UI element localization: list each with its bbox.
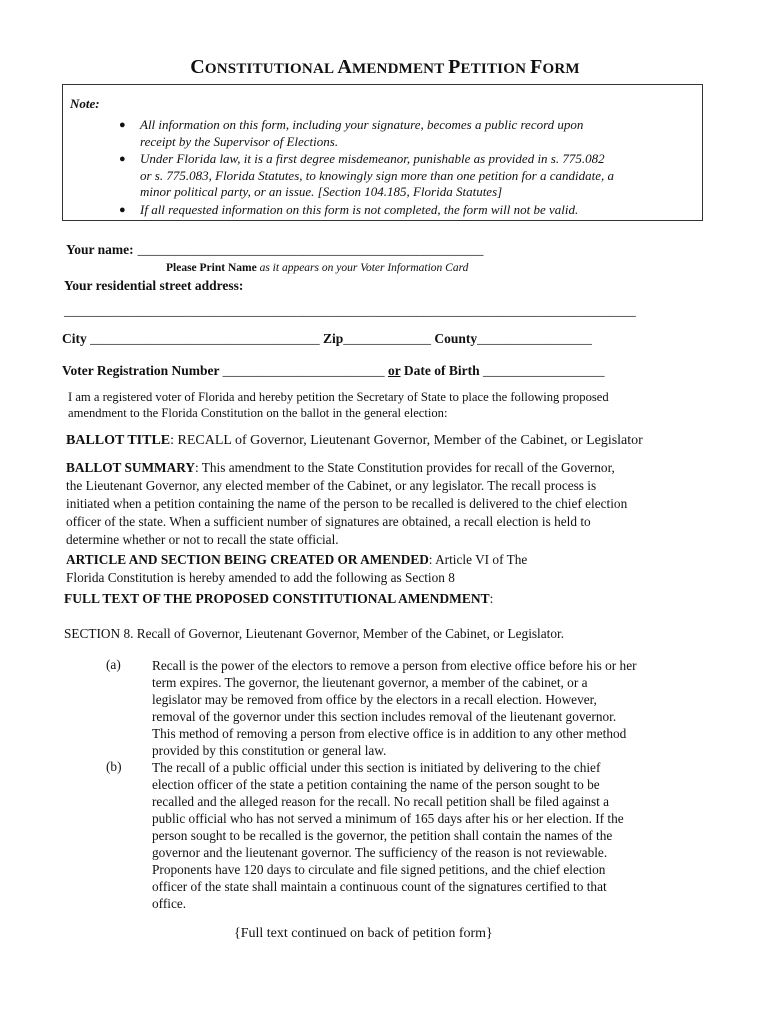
zip-field[interactable]: _____________: [343, 331, 432, 346]
voter-reg-field[interactable]: ________________________: [222, 363, 385, 378]
city-label: City: [62, 331, 87, 346]
city-zip-county-row: [62, 331, 592, 347]
ballot-title: BALLOT TITLE: RECALL of Governor, Lieutenant Governor, Member of the Cabinet, or Legislator: [66, 433, 643, 448]
county-label: County: [434, 331, 478, 346]
item-marker-a: (a): [106, 657, 121, 672]
note-label: Note:: [70, 96, 100, 111]
dob-field[interactable]: __________________: [482, 363, 605, 378]
city-field[interactable]: __________________________________: [90, 331, 320, 346]
form-title: CONSTITUTIONAL AMENDMENT PETITION FORM: [190, 56, 580, 78]
item-a-text: Recall is the power of the electors to remove a person from elective office before his or her term expires. The governor, the lieutenant governor, a member of the cabinet, or a legislator may be removed from office by the electors in a recall election. However, removal of the governor under this section includes removal of the lieutenant governor. This method of removing a person from elective office is in addition to any other method provided by this constitution or general law.: [152, 658, 637, 758]
article-section: ARTICLE AND SECTION BEING CREATED OR AMENDED: Article VI of The Florida Constitution is hereby amended to add the following as Section 8: [66, 552, 528, 585]
name-field[interactable]: ____________________________________________________: [137, 242, 484, 257]
bullet-icon: ●: [119, 204, 126, 216]
or-label: or: [387, 363, 401, 378]
item-marker-b: (b): [106, 759, 122, 774]
print-name-hint: Please Print Name as it appears on your Voter Information Card: [166, 262, 469, 274]
note-bullet-2: Under Florida law, it is a first degree misdemeanor, punishable as provided in s. 775.082 or s. 775.083, Florida Statutes, to knowingly sign more than one petition for a candidate, a minor political party, or an issue. [Section 104.185, Florida Statutes]: [140, 151, 614, 199]
address-label: Your residential street address:: [64, 278, 244, 293]
name-label: Your name:: [66, 242, 134, 257]
section-heading: SECTION 8. Recall of Governor, Lieutenant Governor, Member of the Cabinet, or Legislator.: [64, 626, 565, 641]
voter-reg-label: Voter Registration Number: [62, 363, 220, 378]
intro-paragraph: I am a registered voter of Florida and hereby petition the Secretary of State to place the following proposed amendment to the Florida Constitution on the ballot in the general election:: [68, 390, 609, 420]
ballot-summary: BALLOT SUMMARY: This amendment to the State Constitution provides for recall of the Governor, the Lieutenant Governor, any elected member of the Cabinet, or any legislator. The recall process is initiated when a petition containing the name of the person to be recalled is delivered to the chief election officer of the state. When a sufficient number of signatures are obtained, a recall election is held to determine whether or not to recall the state official.: [66, 460, 628, 547]
bullet-icon: ●: [119, 153, 126, 165]
full-text-heading: FULL TEXT OF THE PROPOSED CONSTITUTIONAL AMENDMENT:: [64, 591, 494, 606]
county-field[interactable]: _________________: [477, 331, 592, 346]
item-b-text: The recall of a public official under this section is initiated by delivering to the chief election officer of the state a petition containing the name of the person sought to be recalled and the alleged reason for the recall. No recall petition shall be filed against a public official who has not served a minimum of 165 days after his or her election. If the person sought to be recalled is the governor, the petition shall contain the names of the governor and the lieutenant governor. The sufficiency of the reason is not reviewable. Proponents have 120 days to circulate and file signed petitions, and the chief election officer of the state shall maintain a continuous count of the signatures certified to that office.: [152, 760, 624, 911]
note-bullet-1: All information on this form, including your signature, becomes a public record upon receipt by the Supervisor of Elections.: [140, 117, 584, 149]
bullet-icon: ●: [119, 119, 126, 131]
name-row: [66, 241, 483, 259]
note-bullet-3: If all requested information on this form is not completed, the form will not be valid.: [140, 202, 579, 217]
voter-dob-row: [62, 363, 604, 379]
continued-note: {Full text continued on back of petition form}: [234, 926, 493, 941]
dob-label: Date of Birth: [403, 363, 480, 378]
zip-label: Zip: [323, 331, 344, 346]
address-field[interactable]: ______________________________________________________________________________________: [64, 303, 636, 318]
